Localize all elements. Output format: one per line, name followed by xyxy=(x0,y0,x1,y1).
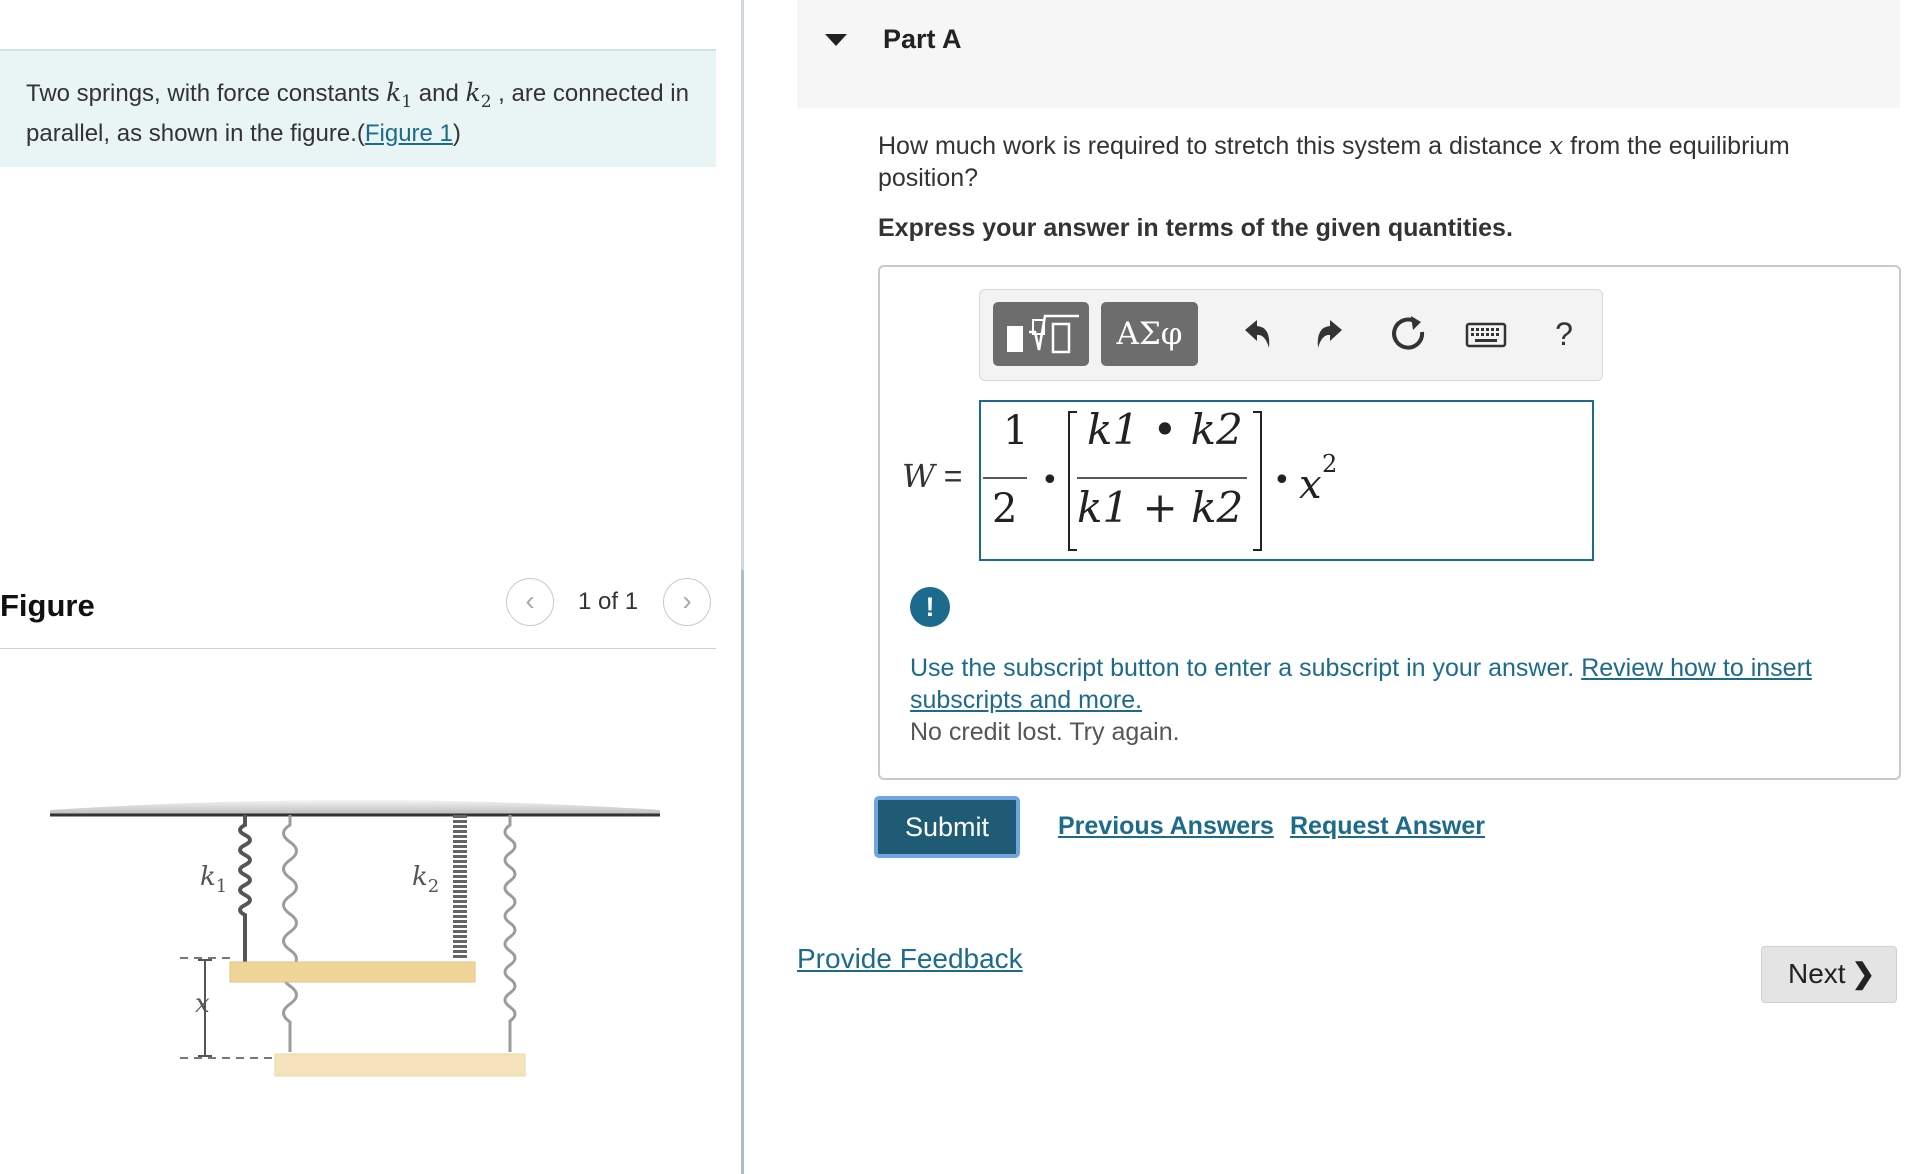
answer-input[interactable] xyxy=(979,400,1594,561)
label-k1: $k_1$ xyxy=(200,862,228,897)
part-header[interactable] xyxy=(797,0,1900,108)
instruction-text: Express your answer in terms of the given quantities. xyxy=(878,214,1513,242)
chevron-left-icon: ‹ xyxy=(525,585,535,616)
svg-text:k1 • k2: k1 • k2 xyxy=(1087,405,1243,454)
next-label: Next xyxy=(1788,958,1846,989)
request-answer-link[interactable]: Request Answer xyxy=(1290,812,1485,840)
subscript-help-link[interactable]: Review how to insert subscripts and more. xyxy=(910,654,1812,714)
redo-button[interactable] xyxy=(1308,310,1356,358)
pane-divider[interactable] xyxy=(741,0,744,1174)
reset-button[interactable] xyxy=(1385,310,1433,358)
ceiling xyxy=(50,800,660,815)
undo-button[interactable] xyxy=(1231,310,1279,358)
svg-text:2: 2 xyxy=(1322,450,1338,478)
svg-text:•: • xyxy=(1041,463,1059,498)
question-var-x: x xyxy=(1549,131,1564,160)
part-title: Part A xyxy=(883,24,962,54)
spring-lower-right xyxy=(505,815,515,1052)
svg-text:•: • xyxy=(1273,463,1291,498)
feedback-status: No credit lost. Try again. xyxy=(910,718,1180,746)
figure-next-button[interactable] xyxy=(663,578,711,626)
svg-text:k1 + k2: k1 + k2 xyxy=(1077,483,1244,532)
keyboard-icon xyxy=(1462,310,1510,358)
next-button[interactable] xyxy=(1761,946,1897,1003)
left-pane xyxy=(0,0,742,1174)
math-toolbar xyxy=(979,289,1603,381)
answer-expression xyxy=(981,402,1592,559)
k1-symbol: $k_1$ xyxy=(386,78,413,112)
feedback-message: Use the subscript button to enter a subscript in your answer. Review how to insert subscripts and more. No credit lost. Try again. xyxy=(910,652,1870,748)
previous-answers-link[interactable]: Previous Answers xyxy=(1058,812,1274,840)
keyboard-button[interactable] xyxy=(1462,310,1510,358)
lower-plank xyxy=(275,1054,525,1076)
spring-lower-left xyxy=(284,815,297,1052)
answer-lhs: W = xyxy=(902,457,963,495)
problem-text-and: and xyxy=(412,80,466,107)
problem-statement xyxy=(0,49,716,167)
springs-figure xyxy=(40,790,670,1090)
problem-text-before: Two springs, with force constants xyxy=(26,80,387,107)
figure-prev-button[interactable] xyxy=(506,578,554,626)
templates-button[interactable] xyxy=(993,302,1089,366)
redo-icon xyxy=(1308,310,1356,358)
figure-counter: 1 of 1 xyxy=(578,588,639,615)
svg-text:1: 1 xyxy=(1003,408,1029,454)
chevron-right-icon: ❯ xyxy=(1851,958,1876,989)
exclamation-icon: ! xyxy=(910,587,950,627)
reset-icon xyxy=(1385,310,1433,358)
label-x: x xyxy=(195,989,210,1019)
close-paren: ) xyxy=(452,120,461,147)
templates-icon xyxy=(993,302,1089,366)
upper-plank xyxy=(230,962,475,982)
spring-k1 xyxy=(240,815,250,965)
chevron-right-icon: › xyxy=(682,585,692,616)
figure-header xyxy=(0,578,716,649)
caret-down-icon[interactable] xyxy=(825,34,847,46)
problem-text-after: , are connected in parallel, as shown in the figure.( xyxy=(26,80,689,147)
help-button[interactable]: ? xyxy=(1555,316,1573,352)
undo-icon xyxy=(1231,310,1279,358)
question-text: How much work is required to stretch this system a distance x from the equilibrium position? xyxy=(878,131,1790,192)
greek-symbols-button[interactable]: ΑΣφ xyxy=(1101,302,1198,366)
provide-feedback-link[interactable]: Provide Feedback xyxy=(797,943,1023,974)
k2-symbol: $k_2$ xyxy=(465,78,492,112)
submit-button[interactable]: Submit xyxy=(874,796,1020,858)
figure-title: Figure xyxy=(0,588,95,623)
answer-box xyxy=(878,265,1901,780)
svg-text:2: 2 xyxy=(992,486,1018,532)
figure-link[interactable]: Figure 1 xyxy=(364,120,453,147)
label-k2: $k_2$ xyxy=(412,862,440,897)
svg-text:x: x xyxy=(1299,462,1322,508)
